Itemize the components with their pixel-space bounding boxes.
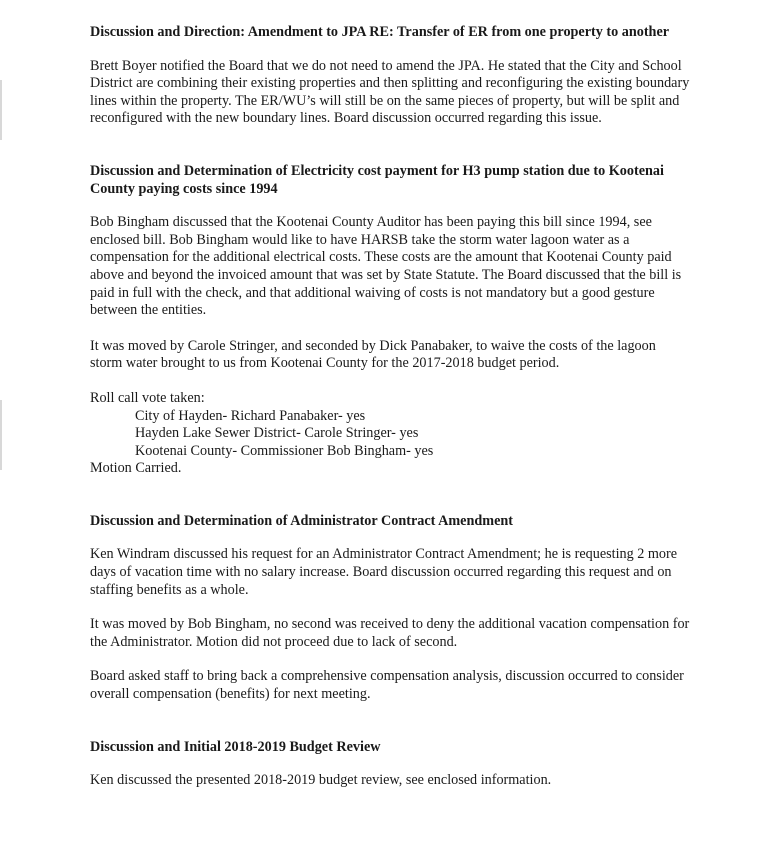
section-paragraph: Brett Boyer notified the Board that we do not need to amend the JPA. He stated that the City and School District are combining their existing properties and then splitting and reconfiguring the existing boundary lines within the property. The ER/WU’s will still be on the same pieces of property, but will be split and reconfigured with the new boundary lines. Board discussion occurred regarding this issue. <box>90 57 690 127</box>
section-administrator-contract <box>90 513 690 704</box>
roll-call-intro: Roll call vote taken: <box>90 389 205 406</box>
section-heading: Discussion and Initial 2018-2019 Budget Review <box>90 738 381 755</box>
vote-line: Hayden Lake Sewer District- Carole Stringer- yes <box>135 425 419 442</box>
section-jpa-amendment <box>90 24 690 128</box>
motion-result: Motion Carried. <box>90 460 182 477</box>
section-budget-review <box>90 739 690 790</box>
section-electricity-cost <box>90 163 690 478</box>
motion-paragraph: It was moved by Carole Stringer, and seconded by Dick Panabaker, to waive the costs of the lagoon storm water brought to us from Kootenai County for the 2017-2018 budget period. <box>90 337 656 372</box>
vote-line: City of Hayden- Richard Panabaker- yes <box>135 407 366 424</box>
section-paragraph: Ken Windram discussed his request for an Administrator Contract Amendment; he is requesting 2 more days of vacation time with no salary increase. Board discussion occurred regarding this request and on staffing benefits as a whole. <box>90 546 678 598</box>
section-paragraph: Bob Bingham discussed that the Kootenai County Auditor has been paying this bill since 1994, see enclosed bill. Bob Bingham would like to have HARSB take the storm water lagoon water as a compensation for the additional electrical costs. These costs are the amount that Kootenai County paid above and beyond the invoiced amount that was set by State Statute. The Board discussed that the bill is paid in full with the check, and that additional waiving of costs is not mandatory but a good gesture between the entities. <box>90 214 682 319</box>
document-page <box>90 24 690 790</box>
section-paragraph: Ken discussed the presented 2018-2019 budget review, see enclosed information. <box>90 772 552 789</box>
vote-line: Kootenai County- Commissioner Bob Bingham- yes <box>135 442 434 459</box>
scan-edge-mark <box>0 80 2 140</box>
roll-call-vote <box>90 390 690 478</box>
motion-paragraph: It was moved by Bob Bingham, no second was received to deny the additional vacation compensation for the Administrator. Motion did not proceed due to lack of second. <box>90 616 690 650</box>
section-heading: Discussion and Determination of Administrator Contract Amendment <box>90 512 513 529</box>
section-heading: Discussion and Determination of Electricity cost payment for H3 pump station due to Kootenai County paying costs since 1994 <box>90 162 664 197</box>
section-paragraph: Board asked staff to bring back a comprehensive compensation analysis, discussion occurred to consider overall compensation (benefits) for next meeting. <box>90 668 684 703</box>
scan-edge-mark <box>0 400 2 470</box>
section-heading: Discussion and Direction: Amendment to JPA RE: Transfer of ER from one property to another <box>90 24 670 40</box>
